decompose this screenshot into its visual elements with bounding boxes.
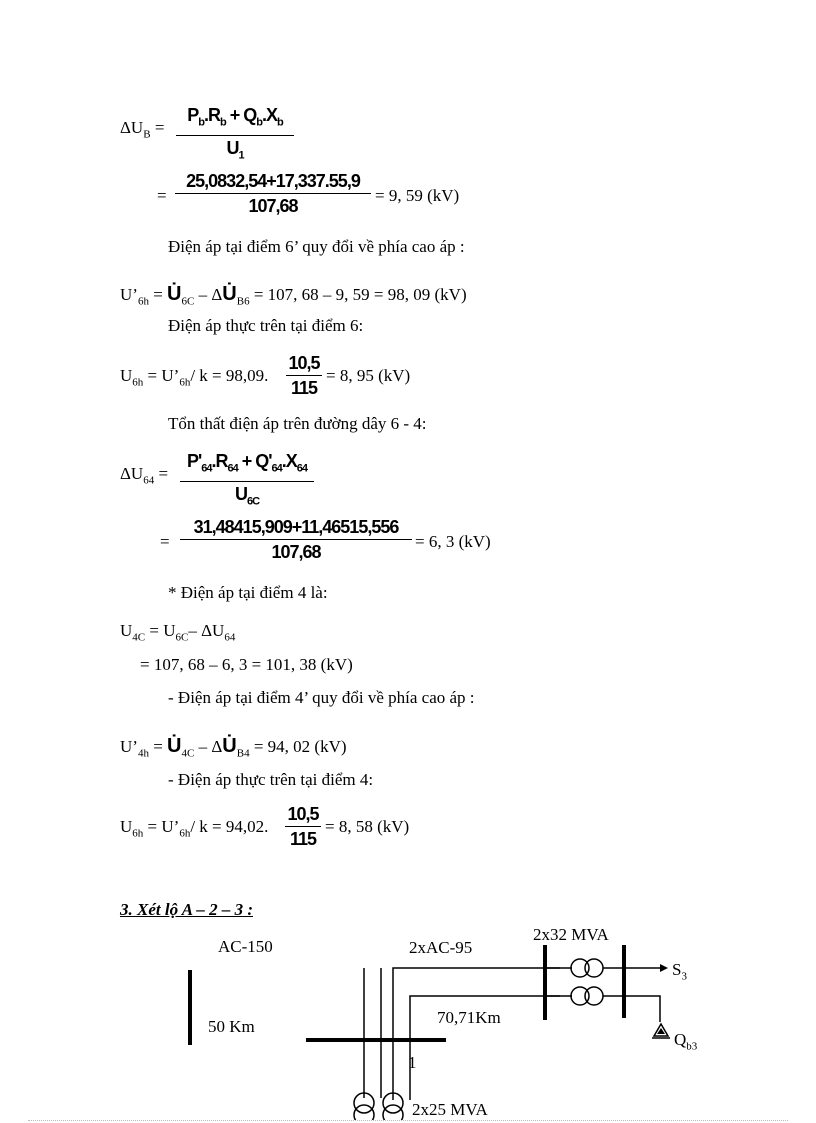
eq-du64-val-fraction: 31,48415,909+11,46515,556 107,68 — [180, 516, 412, 563]
eq-du64-numerator: $P'_{64}.R_{64} + Q'_{64}.X_{64}$ — [186, 451, 308, 475]
transformer-icon — [571, 987, 589, 1005]
eq-u6h-lhs: $U_{6h}$ = $U’_{6h}/$ k = 98,09. — [120, 366, 269, 389]
eq-dub-val-equals: = — [157, 186, 167, 205]
arrow-icon — [660, 964, 668, 972]
eq-dub-lhs: $\Delta U_B$ = — [120, 118, 165, 141]
eq-du64-denominator: $U_{6C}$ — [234, 483, 260, 508]
label-s3: $S_3$ — [672, 960, 687, 983]
eq-u4c-value: = 107, 68 – 6, 3 = 101, 38 (kV) — [140, 655, 353, 674]
eq-dub-val-denominator: 107,68 — [248, 196, 298, 216]
label-7071km: 70,71Km — [437, 1008, 501, 1027]
circuit-diagram — [0, 920, 816, 1120]
transformer-icon — [571, 959, 589, 977]
section-heading: 3. Xét lộ A – 2 – 3 : — [120, 900, 254, 919]
text-line-6: - Điện áp thực trên tại điểm 4: — [168, 770, 374, 789]
transformer-icon — [585, 987, 603, 1005]
eq-dub-fraction — [176, 104, 294, 166]
eq-u6h-prime: $U’_{6h}$ = $U̇_{6C}$ – $\Delta U̇_{B6} = 107$, 68 – 9, 59 = 98, 09 (kV) — [120, 283, 467, 308]
text-line-2: Điện áp thực trên tại điểm 6: — [168, 316, 364, 335]
label-bus-1: 1 — [408, 1053, 417, 1072]
eq-dub-denominator: $U_1$ — [226, 137, 244, 162]
line-2xac95-top — [393, 968, 560, 1100]
eq-u4h-prime: $U’_{4h}$ = $U̇_{4C}$ – $\Delta U̇_{B4} = 94$, 02 (kV) — [120, 735, 347, 760]
text-line-4: * Điện áp tại điểm 4 là: — [168, 583, 328, 602]
phasor-u-symbol: U̇ — [167, 283, 182, 305]
label-2xac95: 2xAC-95 — [409, 938, 473, 957]
eq-dub-val-numerator: 25,0832,54+17,337.55,9 — [186, 171, 360, 191]
label-qb3: $Q_{b3}$ — [674, 1030, 698, 1053]
eq-u6h-result: = 8, 95 (kV) — [326, 366, 411, 385]
eq-u6h-2-fraction: 10,5 115 — [285, 803, 321, 850]
text-line-1: Điện áp tại điểm 6’ quy đổi về phía cao áp : — [168, 237, 465, 256]
eq-du64-lhs: $\Delta U_{64}$ = — [120, 464, 169, 487]
eq-du64-val-equals: = — [160, 532, 170, 551]
label-2x32mva: 2x32 MVA — [533, 925, 609, 944]
eq-dub-val-fraction — [175, 170, 371, 217]
label-50km: 50 Km — [208, 1017, 255, 1036]
text-line-5: - Điện áp tại điểm 4’ quy đổi về phía cao áp : — [168, 688, 475, 707]
page-footer-rule — [28, 1120, 788, 1121]
eq-du64-val-result: = 6, 3 (kV) — [415, 532, 491, 551]
eq-dub-numerator: $P_b.R_b + Q_b.X_b$ — [187, 105, 283, 129]
eq-u6h-2-result: = 8, 58 (kV) — [325, 817, 410, 836]
eq-u6h-fraction: 10,5 115 — [286, 352, 322, 399]
phasor-u-symbol: U̇ — [167, 735, 182, 757]
transformer-icon — [585, 959, 603, 977]
eq-u4c: $U_{4C} = U_{6C}-$ $\Delta U_{64}$ — [120, 621, 236, 644]
eq-u6h-2-lhs: $U_{6h}$ = $U’_{6h}/$ k = 94,02. — [120, 817, 269, 840]
label-ac150: AC-150 — [218, 937, 273, 956]
eq-dub-val-result: = 9, 59 (kV) — [375, 186, 460, 205]
phasor-u-symbol: U̇ — [222, 735, 237, 757]
phasor-u-symbol: U̇ — [222, 283, 237, 305]
eq-du64-fraction — [180, 450, 314, 512]
text-line-3: Tổn thất điện áp trên đường dây 6 - 4: — [168, 414, 427, 433]
label-2x25mva: 2x25 MVA — [412, 1100, 488, 1119]
